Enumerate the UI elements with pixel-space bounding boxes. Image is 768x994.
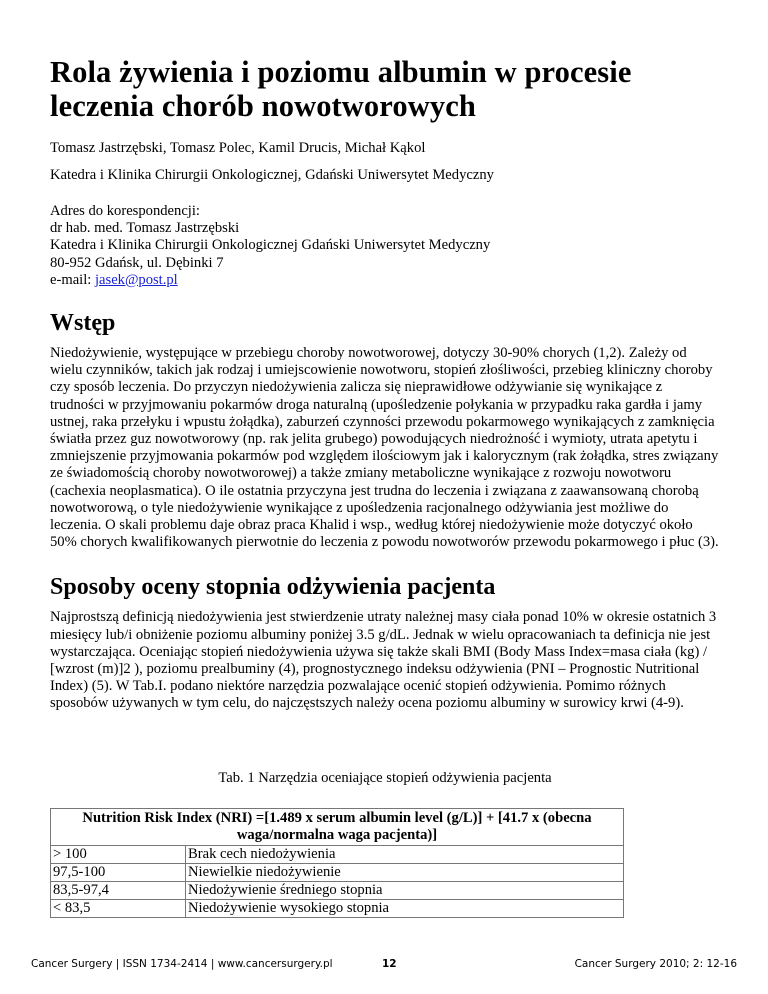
table-cell-desc: Brak cech niedożywienia [186,845,624,863]
correspondence-address: 80-952 Gdańsk, ul. Dębinki 7 [50,254,224,271]
article-page [50,0,720,918]
footer-citation: Cancer Surgery 2010; 2: 12-16 [574,958,737,970]
table-cell-range: 97,5-100 [51,863,186,881]
table-row [51,863,624,881]
correspondence-block [50,203,720,289]
email-link[interactable]: jasek@post.pl [94,271,178,288]
email-label: e-mail: [50,271,95,288]
authors: Tomasz Jastrzębski, Tomasz Polec, Kamil Drucis, Michał Kąkol [50,140,426,156]
affiliation: Katedra i Klinika Chirurgii Onkologicznej, Gdański Uniwersytet Medyczny [50,167,494,183]
table-cell-range: < 83,5 [51,899,186,917]
table-header-row [51,808,624,845]
footer-page-number: 12 [382,958,397,970]
article-title: Rola żywienia i poziomu albumin w procesie leczenia chorób nowotworowych [50,55,632,123]
nri-table [50,808,624,918]
correspondence-institution: Katedra i Klinika Chirurgii Onkologicznej Gdański Uniwersytet Medyczny [50,237,491,254]
table-caption: Tab. 1 Narzędzia oceniające stopień odżywienia pacjenta [218,769,552,786]
correspondence-name: dr hab. med. Tomasz Jastrzębski [50,220,240,237]
table-cell-range: 83,5-97,4 [51,881,186,899]
table-cell-range: > 100 [51,845,186,863]
table-row [51,899,624,917]
table-header-cell: Nutrition Risk Index (NRI) =[1.489 x serum albumin level (g/L)] + [41.7 x (obecna waga/normalna waga pacjenta)] [51,808,624,845]
table-cell-desc: Niedożywienie wysokiego stopnia [186,899,624,917]
table-row [51,881,624,899]
methods-paragraph: Najprostszą definicją niedożywienia jest stwierdzenie utraty należnej masy ciała ponad 10% w okresie ostatnich 3 miesięcy lub/i obniżenie poziomu albuminy poniżej 3.5 g/dL. Jednak w wielu opracowaniach ta definicja nie jest wystarczająca. Oceniając stopień niedożywienia używa się także skali BMI (Body Mass Index=masa ciała (kg) / [wzrost (m)]2 ), poziomu prealbuminy (4), prognostycznego indeksu odżywienia (PNI – Prognostic Nutritional Index) (5). W Tab.I. podano niektóre narzędzia pozwalające ocenić stopień odżywienia. Pomimo różnych sposobów używanych w tym celu, do najczęstszych należy ocena poziomu albuminy w surowicy krwi (4-9). [50,609,717,712]
table-cell-desc: Niewielkie niedożywienie [186,863,624,881]
table-cell-desc: Niedożywienie średniego stopnia [186,881,624,899]
page-footer [0,958,768,978]
correspondence-label: Adres do korespondencji: [50,203,200,219]
methods-heading: Sposoby oceny stopnia odżywienia pacjenta [50,574,496,601]
table-row [51,845,624,863]
correspondence-email-line [50,272,720,289]
intro-heading: Wstęp [50,310,116,337]
footer-journal-info: Cancer Surgery | ISSN 1734-2414 | www.cancersurgery.pl [31,958,333,970]
intro-paragraph: Niedożywienie, występujące w przebiegu choroby nowotworowej, dotyczy 30-90% chorych (1,2). Zależy od wielu czynników, takich jak rodzaj i umiejscowienie nowotworu, stopień złośliwości, przebieg kliniczny choroby czy sposób leczenia. Do przyczyn niedożywienia zalicza się nieprawidłowe odżywianie się wynikające z trudności w przyjmowaniu pokarmów droga naturalną (upośledzenie połykania w przypadku raka gardła i jamy ustnej, raka przełyku i wpustu żołądka), zaburzeń czynności przewodu pokarmowego wynikających z zamknięcia światła przez guz nowotworowy (np. rak jelita grubego) powodujących niedrożność i wymioty, utrata apetytu i zmniejszenie przyjmowania pokarmów pod względem ilościowym jak i kalorycznym (rak żołądka, stres związany ze świadomością choroby nowotworowej) a także zmiany metaboliczne wynikające z rozwoju nowotworu (cachexia neoplasmatica). O ile ostatnia przyczyna jest trudna do leczenia i związana z zaawansowaną chorobą nowotworową, o tyle niedożywienie wynikające z upośledzenia racjonalnego odżywiania jest możliwe do leczenia. O skali problemu daje obraz praca Khalid i wsp., według której niedożywienie może dotyczyć około 50% chorych kwalifikowanych pierwotnie do leczenia z powodu nowotworów przewodu pokarmowego i płuc (3). [50,345,719,551]
